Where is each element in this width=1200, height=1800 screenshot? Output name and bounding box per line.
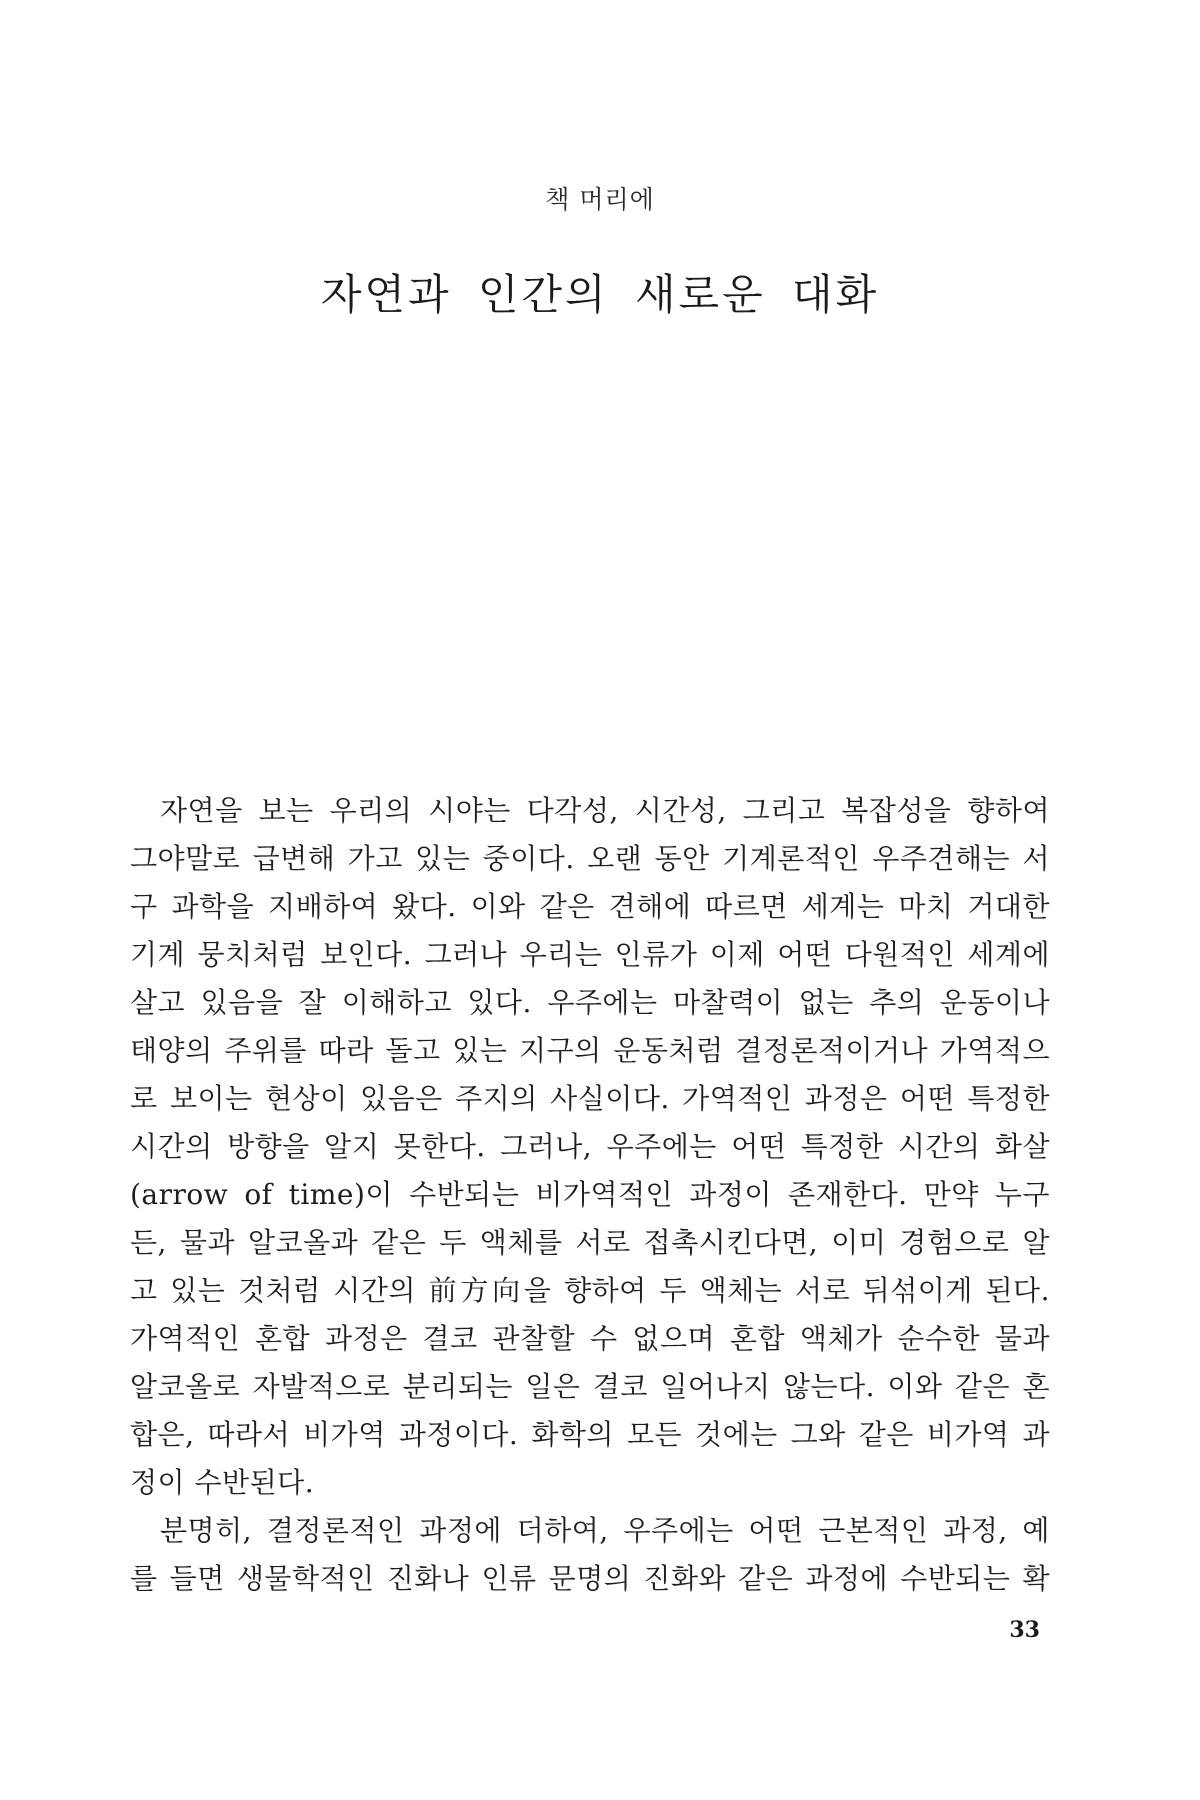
text-line: 분명히, 결정론적인 과정에 더하여, 우주에는 어떤 근본적인 과정, 예 bbox=[160, 1514, 1050, 1547]
text-line: 든, 물과 알코올과 같은 두 액체를 서로 접촉시킨다면, 이미 경험으로 알 bbox=[130, 1226, 1050, 1259]
section-label: 책 머리에 bbox=[545, 185, 655, 214]
text-line: 를 들면 생물학적인 진화나 인류 문명의 진화와 같은 과정에 수반되는 확 bbox=[130, 1562, 1050, 1595]
text-line: 태양의 주위를 따라 돌고 있는 지구의 운동처럼 결정론적이거나 가역적으 bbox=[130, 1034, 1050, 1067]
text-line: (arrow of time)이 수반되는 비가역적인 과정이 존재한다. 만약 누구 bbox=[130, 1178, 1050, 1211]
text-line: 살고 있음을 잘 이해하고 있다. 우주에는 마찰력이 없는 추의 운동이나 bbox=[130, 986, 1050, 1019]
text-line: 가역적인 혼합 과정은 결코 관찰할 수 없으며 혼합 액체가 순수한 물과 bbox=[130, 1322, 1050, 1355]
text-line: 구 과학을 지배하여 왔다. 이와 같은 견해에 따르면 세계는 마치 거대한 bbox=[130, 890, 1050, 923]
body-text bbox=[130, 787, 1050, 1603]
text-line: 정이 수반된다. bbox=[130, 1466, 315, 1499]
text-line: 시간의 방향을 알지 못한다. 그러나, 우주에는 어떤 특정한 시간의 화살 bbox=[130, 1130, 1050, 1163]
text-line: 기계 뭉치처럼 보인다. 그러나 우리는 인류가 이제 어떤 다원적인 세계에 bbox=[130, 938, 1050, 971]
text-line: 자연을 보는 우리의 시야는 다각성, 시간성, 그리고 복잡성을 향하여 bbox=[160, 794, 1050, 827]
chapter-title: 자연과 인간의 새로운 대화 bbox=[320, 270, 880, 319]
text-line: 합은, 따라서 비가역 과정이다. 화학의 모든 것에는 그와 같은 비가역 과 bbox=[130, 1418, 1050, 1451]
text-line: 고 있는 것처럼 시간의 前方向을 향하여 두 액체는 서로 뒤섞이게 된다. bbox=[130, 1274, 1050, 1307]
text-line: 알코올로 자발적으로 분리되는 일은 결코 일어나지 않는다. 이와 같은 혼 bbox=[130, 1370, 1050, 1403]
text-line: 그야말로 급변해 가고 있는 중이다. 오랜 동안 기계론적인 우주견해는 서 bbox=[130, 842, 1050, 875]
text-line: 로 보이는 현상이 있음은 주지의 사실이다. 가역적인 과정은 어떤 특정한 bbox=[130, 1082, 1050, 1115]
page-number: 33 bbox=[1009, 1617, 1040, 1643]
